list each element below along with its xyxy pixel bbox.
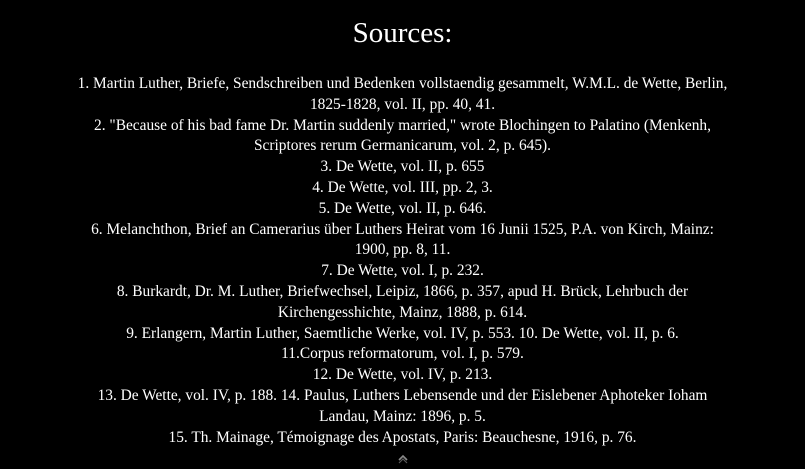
page-title: Sources: xyxy=(352,17,453,49)
source-line: 15. Th. Mainage, Témoignage des Apostats, Paris: Beauchesne, 1916, p. 76. xyxy=(168,428,637,446)
source-entry-13 xyxy=(8,386,797,428)
source-line: 12. De Wette, vol. IV, p. 213. xyxy=(312,366,493,384)
sources-list xyxy=(8,74,797,448)
source-line: 3. De Wette, vol. II, p. 655 xyxy=(320,158,485,176)
source-entry-1 xyxy=(8,74,797,116)
source-line: Scriptores rerum Germanicarum, vol. 2, p. 645). xyxy=(253,137,552,155)
source-line: 1825-1828, vol. II, pp. 40, 41. xyxy=(309,95,496,113)
source-entry-8 xyxy=(8,282,797,324)
source-entry-9 xyxy=(8,324,797,345)
source-line: 1900, pp. 8, 11. xyxy=(354,241,451,259)
source-line: 8. Burkardt, Dr. M. Luther, Briefwechsel, Leipiz, 1866, p. 357, apud H. Brück, Lehrbuch der xyxy=(116,282,689,300)
source-line: 9. Erlangern, Martin Luther, Saemtliche Werke, vol. IV, p. 553. 10. De Wette, vol. II, p. 6. xyxy=(126,324,679,342)
source-line: Kirchengesshichte, Mainz, 1888, p. 614. xyxy=(277,303,528,321)
chevron-up-icon[interactable] xyxy=(397,451,409,463)
source-entry-11 xyxy=(8,344,797,365)
source-line: 1. Martin Luther, Briefe, Sendschreiben und Bedenken vollstaendig gesammelt, W.M.L. de Wette, Berlin, xyxy=(77,75,728,92)
source-entry-4 xyxy=(8,178,797,199)
source-entry-15 xyxy=(8,428,797,449)
source-line: 7. De Wette, vol. I, p. 232. xyxy=(321,262,484,280)
chevron-up-icon-graphic xyxy=(397,452,409,464)
source-line: 13. De Wette, vol. IV, p. 188. 14. Paulus, Luthers Lebensende und der Eislebener Aphoteker Ioham xyxy=(97,386,708,404)
source-line: 11.Corpus reformatorum, vol. I, p. 579. xyxy=(281,345,524,363)
source-entry-7 xyxy=(8,261,797,282)
source-line: 6. Melanchthon, Brief an Camerarius über Luthers Heirat vom 16 Junii 1525, P.A. von Kirch, Mainz: xyxy=(91,220,714,238)
source-line: 2. "Because of his bad fame Dr. Martin suddenly married," wrote Blochingen to Palatino (Menkenh, xyxy=(94,116,711,134)
source-entry-5 xyxy=(8,199,797,220)
source-line: 5. De Wette, vol. II, p. 646. xyxy=(318,199,487,217)
source-entry-3 xyxy=(8,157,797,178)
source-entry-2 xyxy=(8,116,797,158)
source-entry-6 xyxy=(8,220,797,262)
source-entry-12 xyxy=(8,365,797,386)
source-line: Landau, Mainz: 1896, p. 5. xyxy=(319,407,486,425)
source-line: 4. De Wette, vol. III, pp. 2, 3. xyxy=(312,178,493,196)
